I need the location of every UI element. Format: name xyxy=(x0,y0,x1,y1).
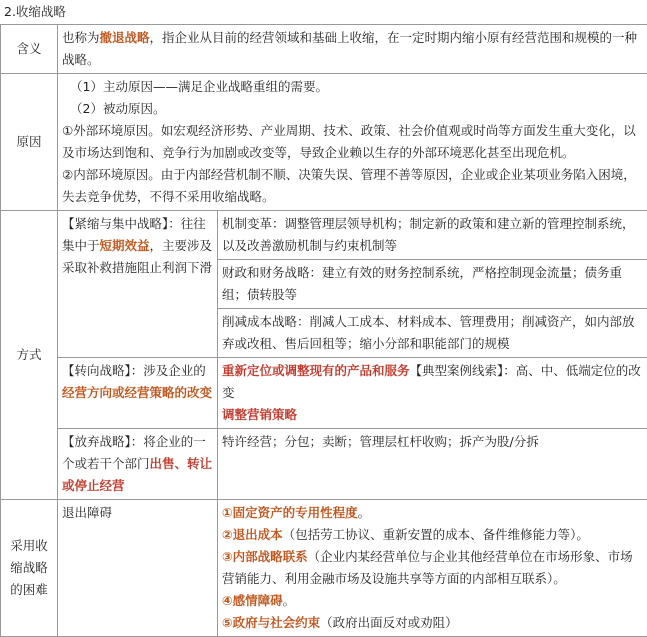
label-cause: 原因 xyxy=(1,74,58,211)
row-difficulty xyxy=(1,500,647,637)
tight-item: 财政和财务战略：建立有效的财务控制系统，严格控制现金流量；债务重组；债转股等 xyxy=(218,260,647,309)
barrier-item xyxy=(222,546,643,590)
turn-detail-term2: 调整营销策略 xyxy=(222,404,643,426)
barrier-rest: （企业内某经营单位与企业其他经营单位在市场形象、市场营销能力、利用金融市场及设施共享等方面的内部相互联系）。 xyxy=(222,549,633,586)
barrier-term: ①固定资产的专用性程度 xyxy=(222,505,358,520)
row-meaning xyxy=(1,25,647,74)
meaning-post: ，指企业从目前的经营领域和基础上收缩，在一定时期内缩小原有经营范围和规模的一种战略。 xyxy=(62,30,637,67)
barrier-rest: 。 xyxy=(358,505,371,520)
turn-term: 经营方向或经营策略的改变 xyxy=(62,385,212,400)
tight-post: ，主要涉及采取补救措施阻止利润下滑 xyxy=(62,238,212,275)
barrier-term: ④感情障碍 xyxy=(222,593,283,608)
row-cause xyxy=(1,74,647,211)
barrier-item xyxy=(222,590,643,612)
strategy-table xyxy=(0,24,647,637)
turn-pre: 【转向战略】：涉及企业的 xyxy=(62,363,206,378)
meaning-pre: 也称为 xyxy=(62,30,100,45)
barrier-term: ⑤政府与社会约束 xyxy=(222,615,320,630)
turn-detail-mid: 【典型案例线索】：高、中、低端定位的改变 xyxy=(222,363,641,400)
tight-item: 削减成本战略：削减人工成本、材料成本、管理费用；削减资产，如内部放弃或改租、售后回租等；缩小分部和职能部门的规模 xyxy=(218,309,647,358)
cause-internal: ②内部环境原因。由于内部经营机制不顺、决策失误、管理不善等原因，企业或企业某项业务陷入困境，失去竞争优势，不得不采用收缩战略。 xyxy=(62,164,643,208)
barrier-item xyxy=(222,612,643,634)
barrier-item xyxy=(222,502,643,524)
barrier-rest: （政府出面反对或劝阻） xyxy=(320,615,458,630)
turn-detail xyxy=(218,358,647,429)
meaning-text xyxy=(58,25,647,74)
barrier-item xyxy=(222,524,643,546)
row-method-abandon xyxy=(1,429,647,500)
barrier-term: ③内部战略联系 xyxy=(222,549,308,564)
exit-barrier-list xyxy=(218,500,647,637)
barrier-rest: 。 xyxy=(283,593,296,608)
tight-term: 短期效益 xyxy=(100,238,150,253)
exit-barrier-label: 退出障碍 xyxy=(58,500,218,637)
abandon-strategy xyxy=(58,429,218,500)
tight-item: 机制变革：调整管理层领导机构；制定新的政策和建立新的管理控制系统，以及改善激励机制与约束机制等 xyxy=(218,211,647,260)
cause-active: （1）主动原因——满足企业战略重组的需要。 xyxy=(62,76,643,98)
turn-detail-term1: 重新定位或调整现有的产品和服务 xyxy=(222,363,410,378)
abandon-detail: 特许经营；分包；卖断；管理层杠杆收购；拆产为股/分拆 xyxy=(218,429,647,500)
row-method-turn xyxy=(1,358,647,429)
label-meaning: 含义 xyxy=(1,25,58,74)
abandon-term: 出售、转让或停止经营 xyxy=(62,456,212,493)
section-title: 2.收缩战略 xyxy=(0,0,647,24)
cause-text xyxy=(58,74,647,211)
label-method: 方式 xyxy=(1,211,58,500)
tight-pre: 【紧缩与集中战略】：往往集中于 xyxy=(62,216,206,253)
row-method-tight-1 xyxy=(1,211,647,260)
meaning-term: 撤退战略 xyxy=(100,30,150,45)
abandon-pre: 【放弃战略】：将企业的一个或若干个部门 xyxy=(62,434,206,471)
tight-strategy xyxy=(58,211,218,358)
label-difficulty: 采用收缩战略的困难 xyxy=(1,500,58,637)
barrier-term: ②退出成本 xyxy=(222,527,283,542)
cause-passive: （2）被动原因。 xyxy=(62,98,643,120)
turn-strategy xyxy=(58,358,218,429)
cause-external: ①外部环境原因。如宏观经济形势、产业周期、技术、政策、社会价值观或时尚等方面发生重大变化，以及市场达到饱和、竞争行为加剧或改变等，导致企业赖以生存的外部环境恶化甚至出现危机。 xyxy=(62,120,643,164)
barrier-rest: （包括劳工协议、重新安置的成本、备件维修能力等）。 xyxy=(283,527,589,542)
